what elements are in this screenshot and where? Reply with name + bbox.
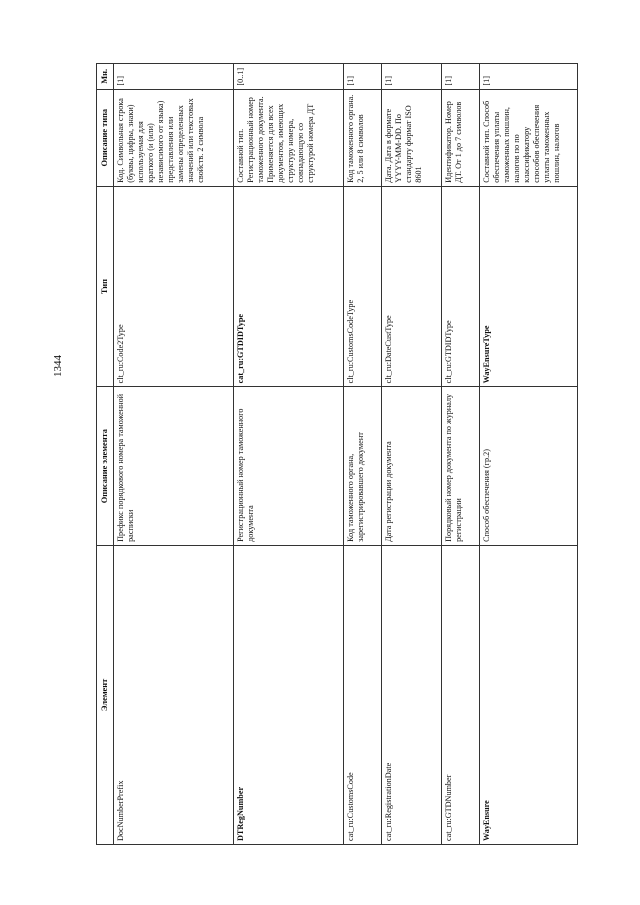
cell-element-description: Дата регистрации документа: [382, 387, 442, 546]
cell-element: cat_ru:GTDNumber: [442, 545, 480, 844]
cell-multiplicity: [1]: [480, 64, 578, 90]
cell-multiplicity: [1]: [382, 64, 442, 90]
cell-type-description: Дата. Дата в формате YYYY-MM-DD. По стандарту формат ISO 8601: [382, 89, 442, 186]
table-row: [480, 64, 578, 845]
cell-type: WayEnsureType: [480, 186, 578, 387]
header-element-description: Описание элемента: [97, 387, 114, 546]
header-multiplicity: Мн.: [97, 64, 114, 90]
cell-type: clt_ru:DateCustType: [382, 186, 442, 387]
cell-multiplicity: [1]: [114, 64, 234, 90]
cell-type-description: Код таможенного органа. 2, 5 или 8 символов: [344, 89, 382, 186]
table-row: [442, 64, 480, 845]
cell-element-description: Код таможенного органа, зарегистрировавшего документ: [344, 387, 382, 546]
cell-type: clt_ru:CustomsCodeType: [344, 186, 382, 387]
cell-element-description: Регистрационный номер таможенного документа: [234, 387, 344, 546]
cell-type: clt_ru:GTDIDType: [442, 186, 480, 387]
cell-type-description: Составной тип. Регистрационный номер таможенного документа. Применяется для всех документов, имеющих структуру номера, совпадающую со структурой номера ДТ: [234, 89, 344, 186]
table-row: [344, 64, 382, 845]
cell-type: clt_ru:Code2Type: [114, 186, 234, 387]
page-number: 1344: [52, 355, 64, 377]
cell-multiplicity: [1]: [344, 64, 382, 90]
cell-element-description: Способ обеспечения (гр.2): [480, 387, 578, 546]
cell-type-description: Идентификатор. Номер ДТ. От 1 до 7 символов: [442, 89, 480, 186]
cell-element-description: Префикс порядкового номера таможенной расписки: [114, 387, 234, 546]
cell-multiplicity: [0..1]: [234, 64, 344, 90]
header-element: Элемент: [97, 545, 114, 844]
cell-element: cat_ru:RegistrationDate: [382, 545, 442, 844]
cell-element: WayEnsure: [480, 545, 578, 844]
table-row: [234, 64, 344, 845]
cell-element: DocNumberPrefix: [114, 545, 234, 844]
table-row: [382, 64, 442, 845]
table-header-row: [97, 64, 114, 845]
cell-element-description: Порядковый номер документа по журналу регистрации: [442, 387, 480, 546]
table-row: [114, 64, 234, 845]
element-spec-table: [96, 63, 578, 845]
cell-type: cat_ru:GTDIDType: [234, 186, 344, 387]
rotated-table-sheet: [96, 63, 606, 845]
cell-multiplicity: [1]: [442, 64, 480, 90]
cell-element: DTRegNumber: [234, 545, 344, 844]
cell-type-description: Составной тип. Способ обеспечения уплаты таможенных пошлин, налогов по по классификатору способов обеспечения уплаты таможенных пошлин, налогов: [480, 89, 578, 186]
header-type-description: Описание типа: [97, 89, 114, 186]
header-type: Тип: [97, 186, 114, 387]
cell-element: cat_ru:CustomsCode: [344, 545, 382, 844]
cell-type-description: Код. Символьная строка (буквы, цифры, знаки) используемая для краткого (и (или) независимого от языка) представления или замены определенных значений или текстовых свойств. 2 символа: [114, 89, 234, 186]
